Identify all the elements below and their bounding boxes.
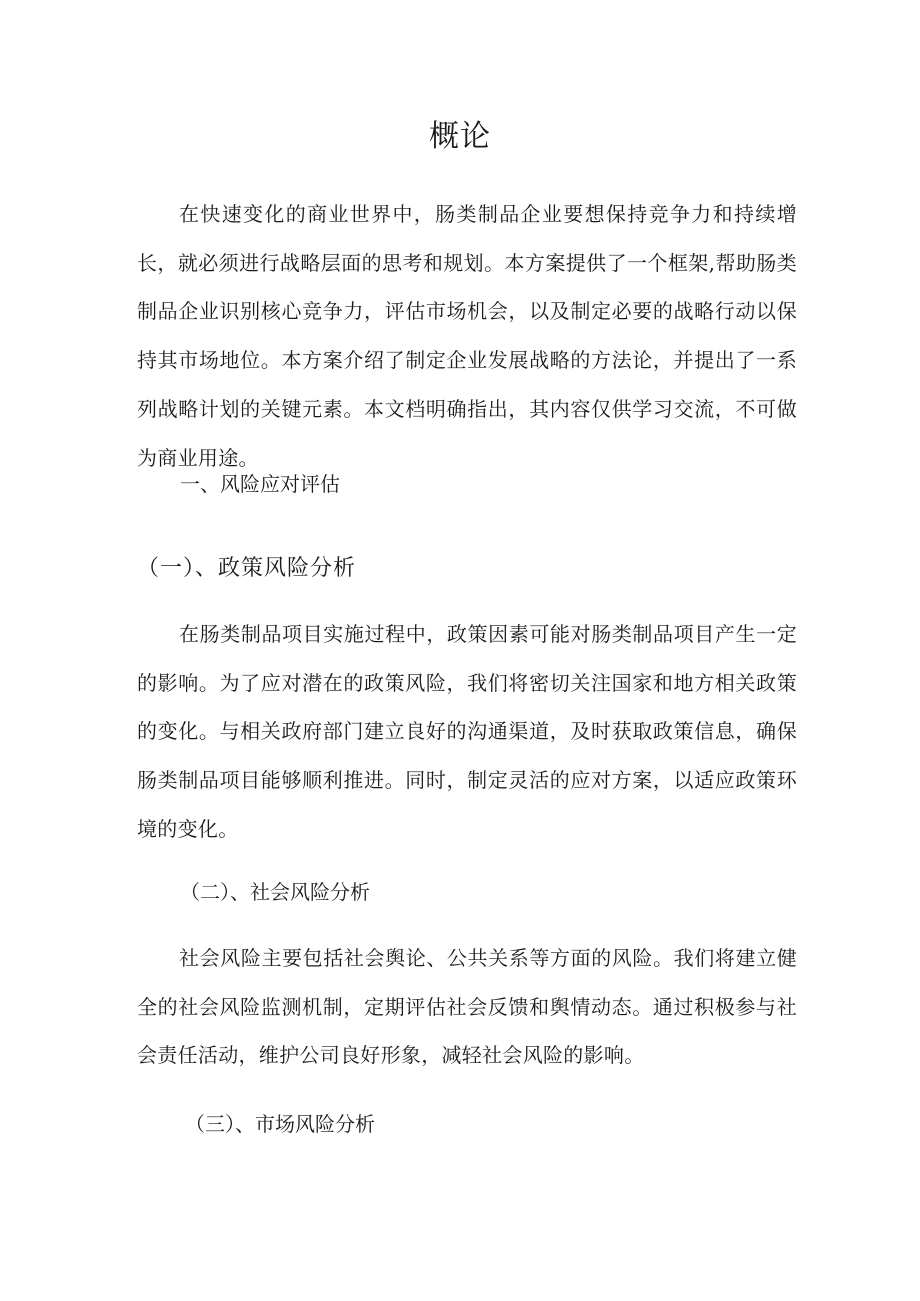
policy-risk-paragraph: 在肠类制品项目实施过程中，政策因素可能对肠类制品项目产生一定的影响。为了应对潜在的政策风险，我们将密切关注国家和地方相关政策的变化。与相关政府部门建立良好的沟通渠道，及时获取政策信息，确保肠类制品项目能够顺利推进。同时，制定灵活的应对方案，以适应政策环境的变化。 — [137, 622, 797, 841]
subsection-heading-market-risk: （三）、市场风险分析 — [185, 1112, 375, 1136]
page-title: 概论 — [429, 119, 491, 154]
subsection-heading-social-risk: （二）、社会风险分析 — [180, 880, 370, 904]
section-heading-risk-assessment: 一、风险应对评估 — [180, 472, 340, 496]
subsection-heading-policy-risk: （一）、政策风险分析 — [137, 556, 357, 581]
intro-paragraph: 在快速变化的商业世界中，肠类制品企业要想保持竞争力和持续增长，就必须进行战略层面的思考和规划。本方案提供了一个框架,帮助肠类制品企业识别核心竞争力，评估市场机会，以及制定必要的战略行动以保持其市场地位。本方案介绍了制定企业发展战略的方法论，并提出了一系列战略计划的关键元素。本文档明确指出，其内容仅供学习交流，不可做为商业用途。 — [137, 202, 797, 470]
social-risk-paragraph: 社会风险主要包括社会舆论、公共关系等方面的风险。我们将建立健全的社会风险监测机制，定期评估社会反馈和舆情动态。通过积极参与社会责任活动，维护公司良好形象，减轻社会风险的影响。 — [137, 946, 797, 1068]
